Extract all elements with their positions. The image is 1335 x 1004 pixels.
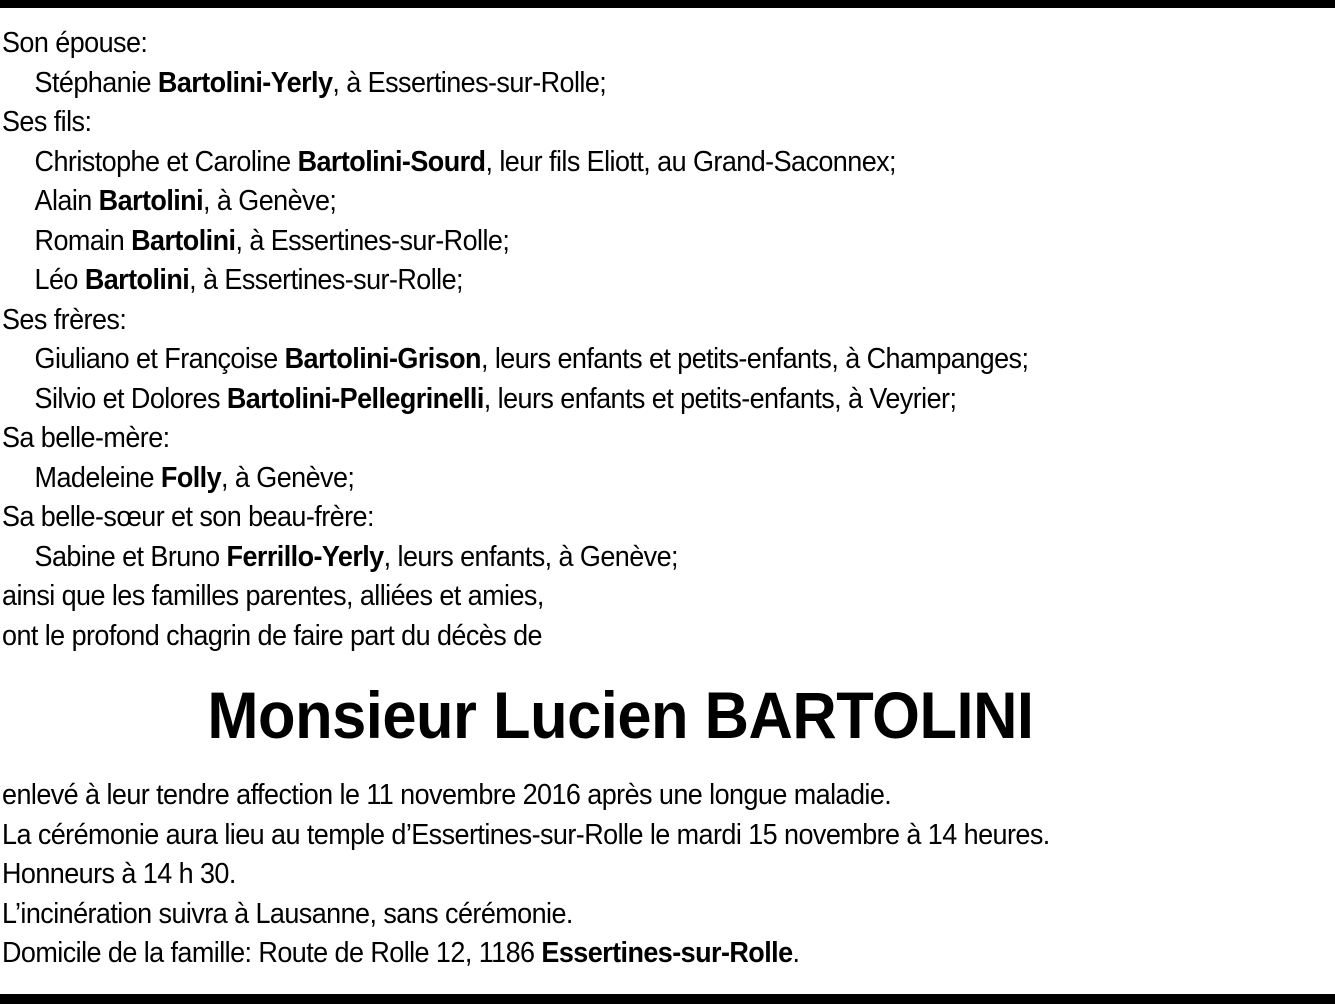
- details-line: L’incinération suivra à Lausanne, sans cérémonie.: [2, 897, 573, 930]
- entry-residence: , leurs enfants, à Genève;: [383, 540, 678, 573]
- family-entry: [2, 538, 1239, 578]
- family-heading: ont le profond chagrin de faire part du décès de: [2, 619, 542, 652]
- entry-residence: , à Genève;: [203, 185, 337, 217]
- entry-first-names: Romain: [34, 224, 132, 257]
- entry-residence: , à Essertines-sur-Rolle;: [235, 224, 510, 257]
- family-heading: ainsi que les familles parentes, alliées et amies,: [2, 580, 544, 612]
- entry-surname: Bartolini: [84, 264, 190, 296]
- entry-first-names: Madeleine: [34, 461, 161, 494]
- entry-first-names: Léo: [34, 264, 85, 296]
- family-heading: Ses fils:: [2, 106, 92, 138]
- details-line: La cérémonie aura lieu au temple d’Essertines-sur-Rolle le mardi 15 novembre à 14 heures.: [2, 818, 1050, 851]
- family-heading: Ses frères:: [2, 303, 127, 336]
- family-entry: [2, 459, 1239, 499]
- deceased-name: Monsieur Lucien BARTOLINI: [207, 678, 1034, 752]
- details-line: enlevé à leur tendre affection le 11 novembre 2016 après une longue maladie.: [2, 779, 892, 811]
- entry-surname: Ferrillo-Yerly: [226, 540, 384, 573]
- family-heading: Son épouse:: [2, 27, 148, 59]
- entry-first-names: Stéphanie: [34, 66, 158, 99]
- family-entry: [2, 64, 1239, 104]
- entry-residence: , à Essertines-sur-Rolle;: [332, 66, 607, 99]
- family-heading: Sa belle-sœur et son beau-frère:: [2, 501, 374, 533]
- entry-residence: , leurs enfants et petits-enfants, à Champanges;: [480, 343, 1029, 375]
- entry-first-names: Christophe et Caroline: [34, 145, 298, 178]
- address-locality: Essertines-sur-Rolle: [541, 937, 793, 969]
- family-entry: [2, 340, 1239, 380]
- entry-residence: , leur fils Eliott, au Grand-Saconnex;: [485, 145, 897, 178]
- details-line: Honneurs à 14 h 30.: [2, 858, 236, 890]
- entry-surname: Bartolini-Pellegrinelli: [226, 382, 484, 415]
- family-entry: [2, 182, 1239, 222]
- entry-surname: Bartolini-Grison: [284, 343, 481, 375]
- family-list: [2, 24, 1239, 656]
- bottom-rule: [0, 994, 1335, 1004]
- entry-surname: Folly: [160, 461, 222, 494]
- top-rule: [0, 0, 1335, 8]
- entry-first-names: Silvio et Dolores: [34, 382, 227, 415]
- entry-residence: , leurs enfants et petits-enfants, à Veyrier;: [483, 382, 957, 415]
- entry-surname: Bartolini: [131, 224, 236, 257]
- family-entry: [2, 143, 1239, 183]
- family-entry: [2, 222, 1239, 262]
- entry-surname: Bartolini: [98, 185, 204, 217]
- entry-surname: Bartolini-Yerly: [157, 66, 333, 99]
- entry-residence: , à Genève;: [221, 461, 355, 494]
- family-address: [2, 934, 1239, 974]
- address-text: Domicile de la famille: Route de Rolle 12, 1186: [2, 937, 542, 969]
- entry-first-names: Giuliano et Françoise: [34, 343, 285, 375]
- entry-surname: Bartolini-Sourd: [297, 145, 486, 178]
- entry-first-names: Sabine et Bruno: [34, 540, 227, 573]
- address-end: .: [792, 937, 800, 969]
- family-heading: Sa belle-mère:: [2, 422, 170, 454]
- entry-residence: , à Essertines-sur-Rolle;: [189, 264, 464, 296]
- entry-first-names: Alain: [34, 185, 99, 217]
- family-entry: [2, 261, 1239, 301]
- family-entry: [2, 380, 1239, 420]
- notice-details: [2, 776, 1239, 974]
- obituary-notice: [2, 24, 1239, 974]
